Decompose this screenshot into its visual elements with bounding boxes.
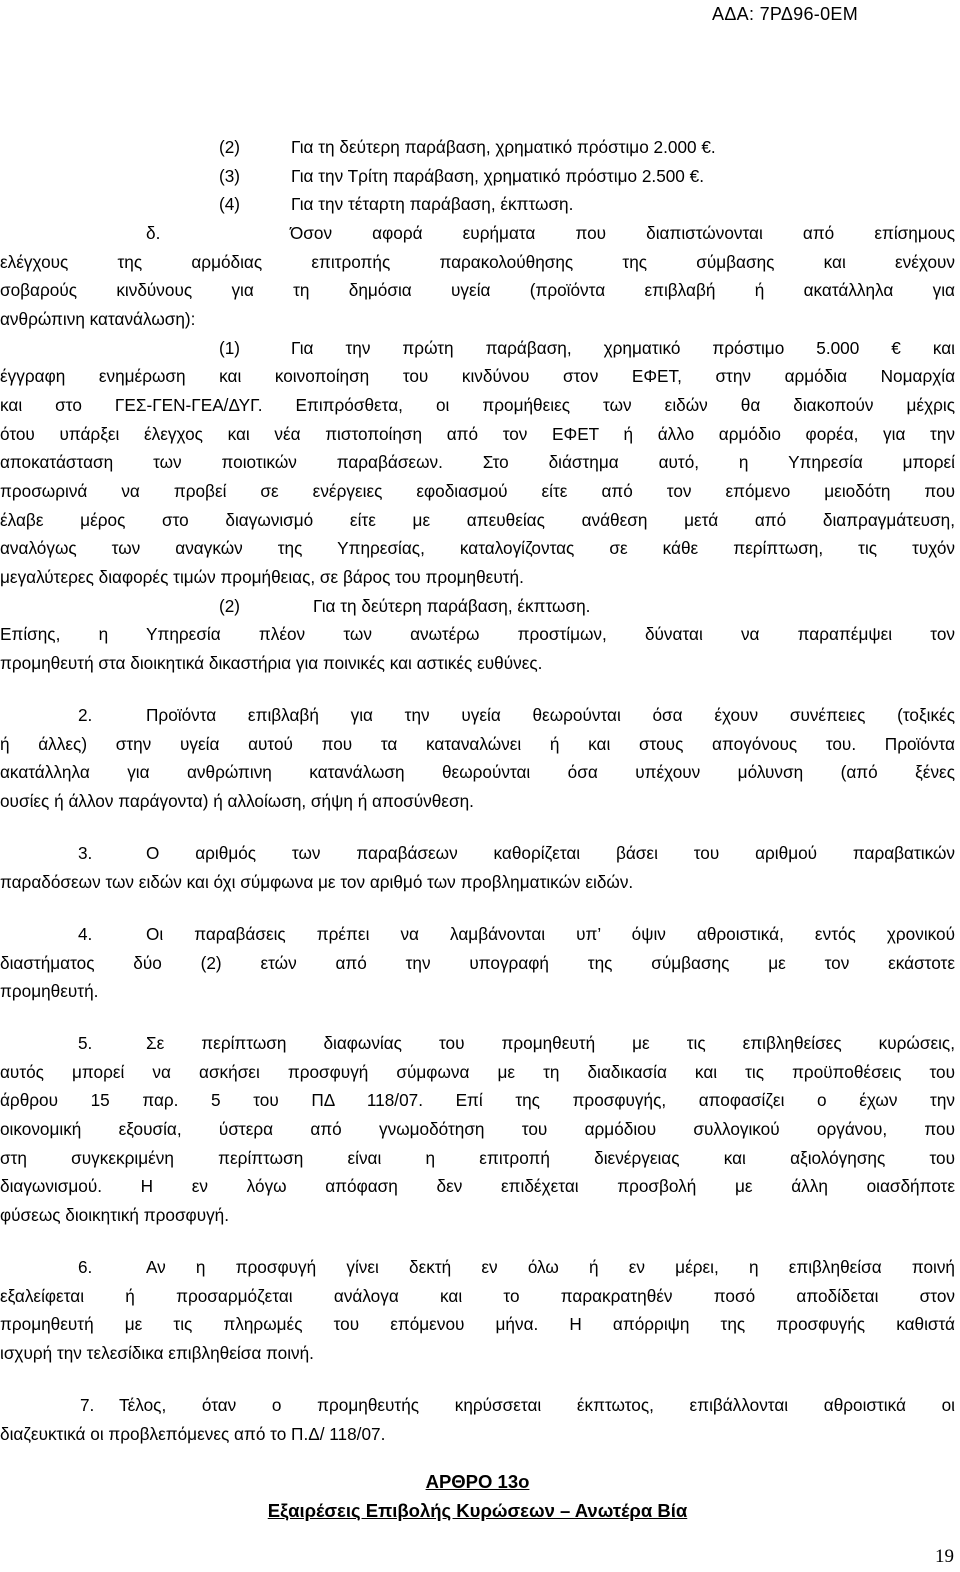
text-line: Τέλος, όταν ο προμηθευτής κηρύσσεται έκπτωτος, επιβάλλονται αθροιστικά οι	[119, 1395, 955, 1415]
text-line: εξαλείφεται ή προσαρμόζεται ανάλογα και το παρακρατηθέν ποσό αποδίδεται στον	[0, 1286, 955, 1306]
paragraph-number: 3.	[78, 843, 93, 863]
text-line: οικονομική εξουσία, ύστερα από γνωμοδότηση του αρμόδιου συλλογικού οργάνου, που	[0, 1119, 955, 1139]
text-line: Επίσης, η Υπηρεσία πλέον των ανωτέρω προστίμων, δύναται να παραπέμψει τον	[0, 624, 955, 644]
list-item: (3) Για την Τρίτη παράβαση, χρηματικό πρόστιμο 2.500 €.	[219, 166, 704, 186]
text-line: Ο αριθμός των παραβάσεων καθορίζεται βάσει του αριθμού παραβατικών	[146, 843, 955, 863]
text-line: Αν η προσφυγή γίνει δεκτή εν όλω ή εν μέρει, η επιβληθείσα ποινή	[146, 1257, 955, 1277]
text-line: έλαβε μέρος στο διαγωνισμό είτε με απευθείας ανάθεση μετά από διαπραγμάτευση,	[0, 510, 955, 530]
text-line: ανθρώπινη κατανάλωση):	[0, 309, 196, 329]
paragraph-number: 2.	[78, 705, 93, 725]
text-line: ελέγχους της αρμόδιας επιτροπής παρακολούθησης της σύμβασης και ενέχουν	[0, 252, 955, 272]
text-line: αυτός μπορεί να ασκήσει προσφυγή σύμφωνα με τη διαδικασία και τις προϋποθέσεις του	[0, 1062, 955, 1082]
text-line: Σε περίπτωση διαφωνίας του προμηθευτή με τις επιβληθείσες κυρώσεις,	[146, 1033, 955, 1053]
section-label: δ.	[146, 223, 161, 243]
article-subtitle: Εξαιρέσεις Επιβολής Κυρώσεων – Ανωτέρα Βία	[267, 1500, 688, 1521]
text-line: ακατάλληλα για ανθρώπινη κατανάλωση θεωρούνται όσα υπέχουν μόλυνση (από ξένες	[0, 762, 955, 782]
text-line: προμηθευτή με τις πληρωμές του επόμενου μήνα. Η απόρριψη της προσφυγής καθιστά	[0, 1314, 955, 1334]
text-line: διαζευκτικά οι προβλεπόμενες από το Π.Δ/ 118/07.	[0, 1424, 386, 1444]
paragraph-number: 5.	[78, 1033, 93, 1053]
document-code-header: ΑΔΑ: 7ΡΔ96-0ΕΜ	[712, 4, 858, 24]
list-item: (2) Για τη δεύτερη παράβαση, έκπτωση.	[219, 596, 591, 616]
text-line: Όσον αφορά ευρήματα που διαπιστώνονται από επίσημους	[290, 223, 955, 243]
text-line: φύσεως διοικητική προσφυγή.	[0, 1205, 230, 1225]
text-line: άρθρου 15 παρ. 5 του ΠΔ 118/07. Επί της προσφυγής, αποφασίζει ο έχων την	[0, 1090, 955, 1110]
text-line: σοβαρούς κινδύνους για τη δημόσια υγεία (προϊόντα επιβλαβή ή ακατάλληλα για	[0, 280, 955, 300]
text-line: έγγραφη ενημέρωση και κοινοποίηση του κινδύνου στον ΕΦΕΤ, στην αρμόδια Νομαρχία	[0, 366, 955, 386]
text-line: προμηθευτή.	[0, 981, 99, 1001]
text-line: αναλόγως των αναγκών της Υπηρεσίας, καταλογίζοντας σε κάθε περίπτωση, τις τυχόν	[0, 538, 955, 558]
text-line: και στο ΓΕΣ-ΓΕΝ-ΓΕΑ/ΔΥΓ. Επιπρόσθετα, οι προμήθειες των ειδών θα διακοπούν μέχρις	[0, 395, 955, 415]
paragraph-number: 7.	[80, 1395, 95, 1415]
paragraph-number: 4.	[78, 924, 93, 944]
list-item: (1) Για την πρώτη παράβαση, χρηματικό πρόστιμο 5.000 € και	[219, 338, 955, 358]
text-line: Προϊόντα επιβλαβή για την υγεία θεωρούνται όσα έχουν συνέπειες (τοξικές	[146, 705, 955, 725]
page-number: 19	[935, 1546, 954, 1567]
article-title: ΑΡΘΡΟ 13ο	[425, 1471, 530, 1492]
text-line: ή άλλες) στην υγεία αυτού που τα καταναλώνει ή και στους απογόνους του. Προϊόντα	[0, 734, 955, 754]
text-line: παραδόσεων των ειδών και όχι σύμφωνα με τον αριθμό των προβληματικών ειδών.	[0, 872, 634, 892]
text-line: μεγαλύτερες διαφορές τιμών προμήθειας, σε βάρος του προμηθευτή.	[0, 567, 524, 587]
text-line: ότου υπάρξει έλεγχος και νέα πιστοποίηση από τον ΕΦΕΤ ή άλλο αρμόδιο φορέα, για την	[0, 424, 955, 444]
text-line: προσωρινά να προβεί σε ενέργειες εφοδιασμού είτε από τον επόμενο μειοδότη που	[0, 481, 955, 501]
text-line: διαγωνισμού. Η εν λόγω απόφαση δεν επιδέχεται προσβολή με άλλη οιασδήποτε	[0, 1176, 955, 1196]
paragraph-number: 6.	[78, 1257, 93, 1277]
text-line: Οι παραβάσεις πρέπει να λαμβάνονται υπ’ όψιν αθροιστικά, εντός χρονικού	[146, 924, 955, 944]
text-line: ουσίες ή άλλον παράγοντα) ή αλλοίωση, σήψη ή αποσύνθεση.	[0, 791, 474, 811]
text-line: διαστήματος δύο (2) ετών από την υπογραφή της σύμβασης με τον εκάστοτε	[0, 953, 955, 973]
text-line: στη συγκεκριμένη περίπτωση είναι η επιτροπή διενέργειας και αξιολόγησης του	[0, 1148, 955, 1168]
text-line: αποκατάσταση των ποιοτικών παραβάσεων. Στο διάστημα αυτό, η Υπηρεσία μπορεί	[0, 452, 955, 472]
text-line: ισχυρή την τελεσίδικα επιβληθείσα ποινή.	[0, 1343, 314, 1363]
text-line: προμηθευτή στα διοικητικά δικαστήρια για ποινικές και αστικές ευθύνες.	[0, 653, 543, 673]
list-item: (2) Για τη δεύτερη παράβαση, χρηματικό πρόστιμο 2.000 €.	[219, 137, 716, 157]
list-item: (4) Για την τέταρτη παράβαση, έκπτωση.	[219, 194, 574, 214]
